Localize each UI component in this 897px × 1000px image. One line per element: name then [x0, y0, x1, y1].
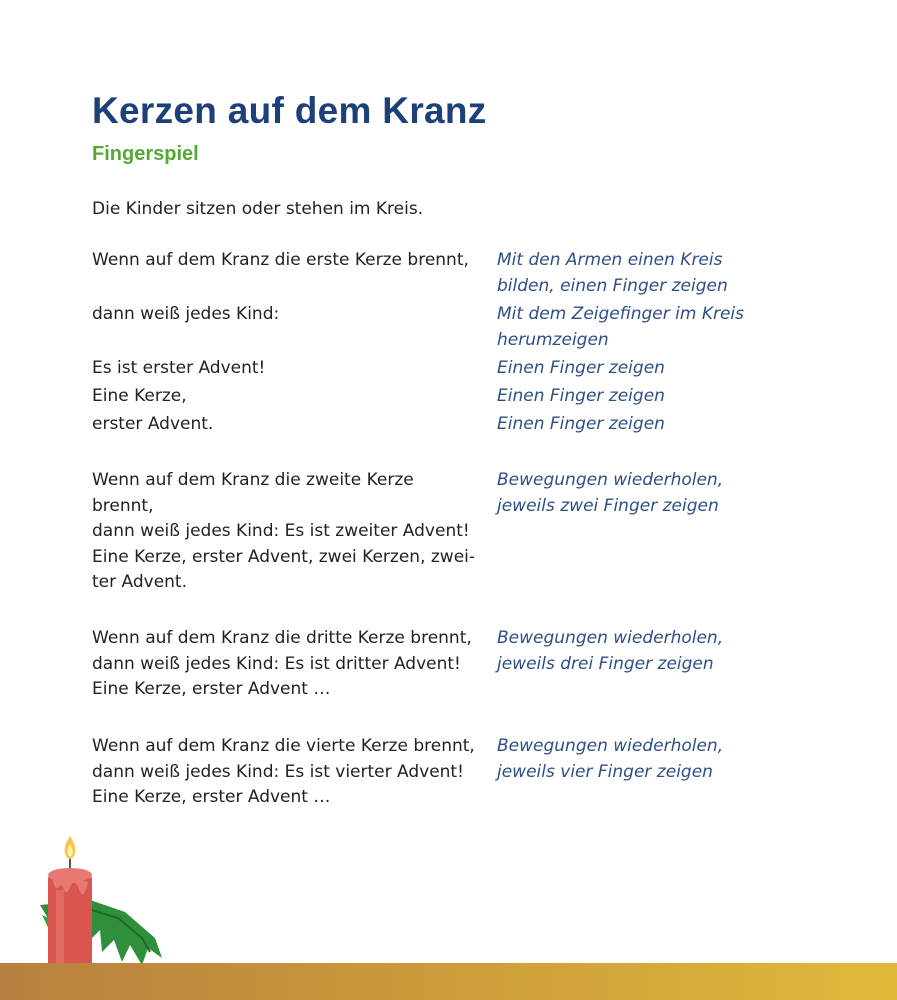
verse-line: Eine Kerze, erster Advent …	[92, 787, 331, 807]
page-title: Kerzen auf dem Kranz	[92, 90, 487, 131]
verse-line: brennt,	[92, 495, 154, 516]
verse-text	[92, 356, 467, 382]
verse-text	[92, 734, 475, 811]
instruction-line: Einen Finger zeigen	[497, 358, 665, 378]
verse-line: Wenn auf dem Kranz die zweite Kerze	[92, 470, 414, 490]
verse-text	[92, 302, 467, 328]
instruction-line: Bewegungen wiederholen,	[497, 736, 724, 756]
movement-instruction	[497, 412, 757, 438]
movement-instruction	[497, 248, 757, 299]
verse-line: Wenn auf dem Kranz die vierte Kerze brennt,	[92, 736, 475, 756]
candle-icon	[30, 830, 200, 980]
movement-instruction	[497, 384, 757, 410]
verse-line: Eine Kerze,	[92, 386, 187, 406]
verse-text	[92, 412, 467, 438]
verse-line: dann weiß jedes Kind: Es ist zweiter Advent!	[92, 521, 470, 541]
verse-text	[92, 248, 467, 274]
intro-text: Die Kinder sitzen oder stehen im Kreis.	[92, 199, 424, 219]
verse-line: ter Advent.	[92, 572, 188, 592]
movement-instruction	[497, 626, 757, 677]
verse-text	[92, 468, 476, 596]
verse-line: erster Advent.	[92, 414, 214, 434]
instruction-line: Mit dem Zeigefinger im Kreis	[497, 304, 745, 324]
instruction-line: jeweils vier Finger zeigen	[497, 761, 713, 782]
instruction-line: Einen Finger zeigen	[497, 386, 665, 406]
verse-text	[92, 384, 467, 410]
movement-instruction	[497, 356, 757, 382]
verse-line: Es ist erster Advent!	[92, 358, 266, 378]
verse-line: dann weiß jedes Kind: Es ist dritter Advent!	[92, 653, 461, 674]
instruction-line: Mit den Armen einen Kreis	[497, 250, 723, 270]
floor-band	[0, 963, 897, 1000]
instruction-line: Bewegungen wiederholen,	[497, 628, 724, 648]
instruction-line: bilden, einen Finger zeigen	[497, 275, 728, 296]
instruction-line: Bewegungen wiederholen,	[497, 470, 724, 490]
movement-instruction	[497, 302, 757, 353]
instruction-line: jeweils zwei Finger zeigen	[497, 495, 719, 516]
verse-line: Eine Kerze, erster Advent, zwei Kerzen, zwei-	[92, 546, 476, 567]
instruction-line: jeweils drei Finger zeigen	[497, 653, 714, 674]
movement-instruction	[497, 734, 757, 785]
movement-instruction	[497, 468, 757, 519]
verse-line: dann weiß jedes Kind:	[92, 304, 280, 324]
instruction-line: Einen Finger zeigen	[497, 414, 665, 434]
verse-line: Wenn auf dem Kranz die dritte Kerze brennt,	[92, 628, 472, 648]
verse-text	[92, 626, 472, 703]
verse-line: Wenn auf dem Kranz die erste Kerze brennt,	[92, 250, 469, 270]
page-subtitle: Fingerspiel	[92, 143, 199, 165]
verse-line: Eine Kerze, erster Advent …	[92, 679, 331, 699]
verse-line: dann weiß jedes Kind: Es ist vierter Advent!	[92, 761, 464, 782]
instruction-line: herumzeigen	[497, 329, 609, 350]
candle-illustration	[30, 830, 200, 980]
